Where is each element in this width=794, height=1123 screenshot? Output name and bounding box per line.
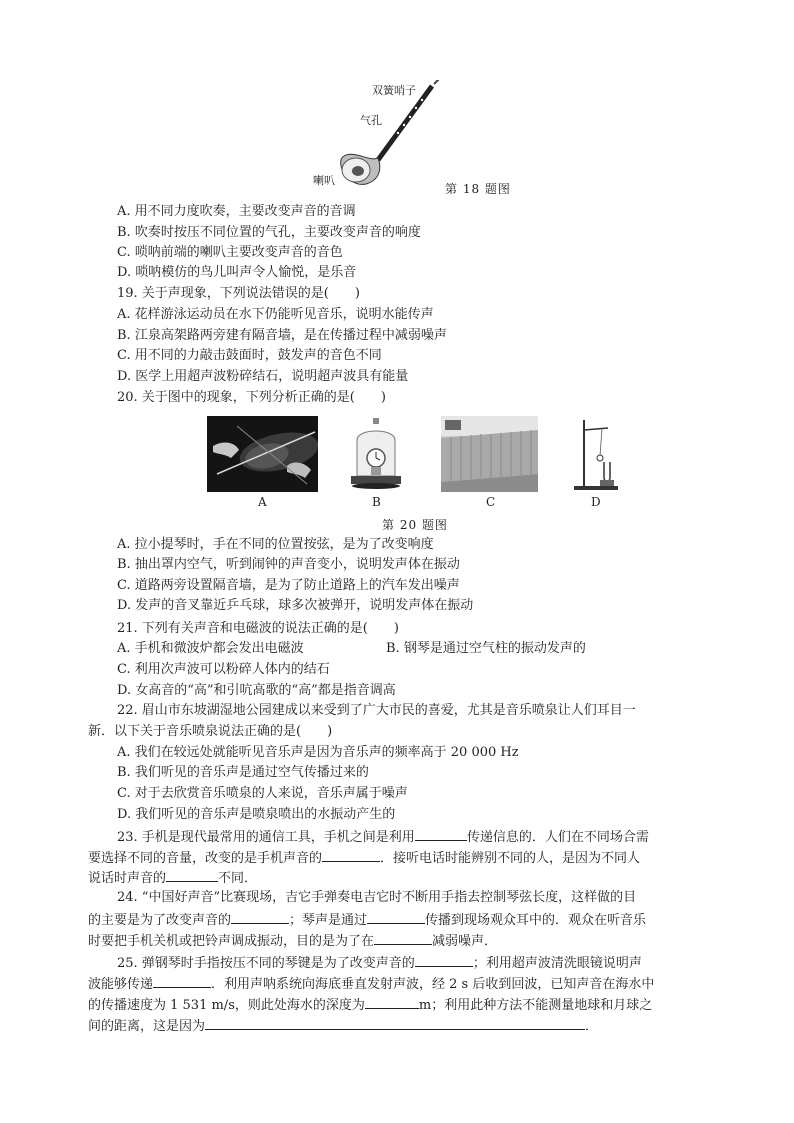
q23-blank-2[interactable] xyxy=(322,848,380,862)
q23-line2 xyxy=(88,848,640,868)
q21-option-d: D. 女高音的“高”和引吭高歌的“高”都是指音调高 xyxy=(117,683,396,698)
q20-option-d: D. 发声的音叉靠近乒乓球，球多次被弹开，说明发声体在振动 xyxy=(117,598,474,613)
q20-option-c: C. 道路两旁设置隔音墙，是为了防止道路上的汽车发出噪声 xyxy=(117,578,460,593)
q25-text-1: 25. 弹钢琴时手指按压不同的琴键是为了改变声音的 xyxy=(117,956,415,971)
q19-stem: 19. 关于声现象，下列说法错误的是( ) xyxy=(117,286,360,301)
q19-option-d: D. 医学上用超声波粉碎结石，说明超声波具有能量 xyxy=(117,369,409,384)
q18-option-d: D. 唢呐模仿的鸟儿叫声令人愉悦，是乐音 xyxy=(117,265,357,280)
q22-option-a: A. 我们在较远处就能听见音乐声是因为音乐声的频率高于 20 000 Hz xyxy=(117,745,519,760)
q18-option-a: A. 用不同力度吹奏，主要改变声音的音调 xyxy=(117,204,356,219)
q23-text-2: 传递信息的．人们在不同场合需 xyxy=(466,830,649,845)
q24-text-6: 减弱噪声． xyxy=(432,934,498,949)
q25-line3 xyxy=(88,995,652,1015)
q24-blank-3[interactable] xyxy=(374,931,432,945)
q21-option-a: A. 手机和微波炉都会发出电磁波 xyxy=(117,641,304,656)
q25-line4 xyxy=(88,1016,598,1036)
q23-blank-3[interactable] xyxy=(166,868,218,882)
q24-text-4: 传播到现场观众耳中的．观众在听音乐 xyxy=(425,913,647,928)
q24-text-5: 时要把手机关机或把铃声调成振动，目的是为了在 xyxy=(88,934,375,949)
q19-option-a: A. 花样游泳运动员在水下仍能听见音乐，说明水能传声 xyxy=(117,307,434,322)
q21-option-b: B. 钢琴是通过空气柱的振动发声的 xyxy=(386,641,586,656)
q25-blank-2[interactable] xyxy=(153,974,211,988)
q25-line2 xyxy=(88,974,654,994)
q19-option-c: C. 用不同的力敲击鼓面时，鼓发声的音色不同 xyxy=(117,348,382,363)
q25-text-3: 波能够传递 xyxy=(88,977,154,992)
q25-blank-1[interactable] xyxy=(415,953,473,967)
sound-barrier-wall-photo xyxy=(441,416,538,492)
q23-text-6: 不同． xyxy=(218,871,258,886)
label-horn: 喇叭 xyxy=(313,174,335,187)
q19-option-b: B. 江泉高架路两旁建有隔音墙，是在传播过程中减弱噪声 xyxy=(117,328,447,343)
q25-text-7: 间的距离，这是因为 xyxy=(88,1019,206,1034)
q22-option-c: C. 对于去欣赏音乐喷泉的人来说，音乐声属于噪声 xyxy=(117,786,408,801)
q23-text-5: 说话时声音的 xyxy=(88,871,167,886)
fig20-label-c: C xyxy=(486,495,496,509)
label-reed: 双簧哨子 xyxy=(372,84,416,97)
q25-text-2: ；利用超声波清洗眼镜说明声 xyxy=(472,956,642,971)
q24-text-2: 的主要是为了改变声音的 xyxy=(88,913,232,928)
q23-line3 xyxy=(88,868,257,888)
q20-option-b: B. 抽出罩内空气，听到闹钟的声音变小，说明发声体在振动 xyxy=(117,557,460,572)
label-air-hole: 气孔 xyxy=(360,114,382,127)
q25-text-4: ．利用声呐系统向海底垂直发射声波，经 2 s 后收到回波，已知声音在海水中 xyxy=(211,977,655,992)
q24-line3 xyxy=(88,931,497,951)
q23-text-4: ．接听电话时能辨别不同的人，是因为不同人 xyxy=(380,851,641,866)
q22-stem-line2: 新．以下关于音乐喷泉说法正确的是( ) xyxy=(88,724,333,739)
q25-text-5: 的传播速度为 1 531 m/s，则此处海水的深度为 xyxy=(88,998,365,1013)
q24-blank-2[interactable] xyxy=(367,910,425,924)
fig18-caption: 第 18 题图 xyxy=(445,182,511,196)
q20-stem: 20. 关于图中的现象，下列分析正确的是( ) xyxy=(117,390,386,405)
q24-line2 xyxy=(88,910,646,930)
q25-text-8: ． xyxy=(585,1019,599,1034)
q23-text-1: 23. 手机是现代最常用的通信工具，手机之间是利用 xyxy=(117,830,415,845)
q23-blank-1[interactable] xyxy=(415,827,467,841)
fig20-label-b: B xyxy=(372,495,381,509)
q25-text-6: m；利用此种方法不能测量地球和月球之 xyxy=(418,998,653,1013)
q21-stem: 21. 下列有关声音和电磁波的说法正确的是( ) xyxy=(117,621,399,636)
q20-option-a: A. 拉小提琴时，手在不同的位置按弦，是为了改变响度 xyxy=(117,537,434,552)
q25-line1 xyxy=(117,953,642,973)
tuning-fork-ball-stand xyxy=(570,416,620,492)
q24-blank-1[interactable] xyxy=(231,910,289,924)
q22-option-d: D. 我们听见的音乐声是喷泉喷出的水振动产生的 xyxy=(117,807,396,822)
q24-line1: 24. “中国好声音”比赛现场，吉它手弹奏电吉它时不断用手指去控制琴弦长度，这样做的目 xyxy=(117,890,637,905)
fig20-caption: 第 20 题图 xyxy=(382,518,448,532)
fig20-label-a: A xyxy=(258,495,267,509)
q23-line1 xyxy=(117,827,649,847)
q23-text-3: 要选择不同的音量，改变的是手机声音的 xyxy=(88,851,323,866)
bell-jar-clock-photo xyxy=(345,416,407,492)
q24-text-3: ；琴声是通过 xyxy=(289,913,368,928)
q18-option-b: B. 吹奏时按压不同位置的气孔，主要改变声音的响度 xyxy=(117,225,421,240)
q25-blank-3[interactable] xyxy=(365,995,419,1009)
fig20-label-d: D xyxy=(591,495,601,509)
q22-stem-line1: 22. 眉山市东坡湖湿地公园建成以来受到了广大市民的喜爱，尤其是音乐喷泉让人们耳目一 xyxy=(117,703,636,718)
q25-blank-4[interactable] xyxy=(205,1016,585,1030)
q18-option-c: C. 唢呐前端的喇叭主要改变声音的音色 xyxy=(117,245,343,260)
violin-photo xyxy=(207,416,318,492)
q21-option-c: C. 利用次声波可以粉碎人体内的结石 xyxy=(117,662,330,677)
q22-option-b: B. 我们听见的音乐声是通过空气传播过来的 xyxy=(117,765,369,780)
